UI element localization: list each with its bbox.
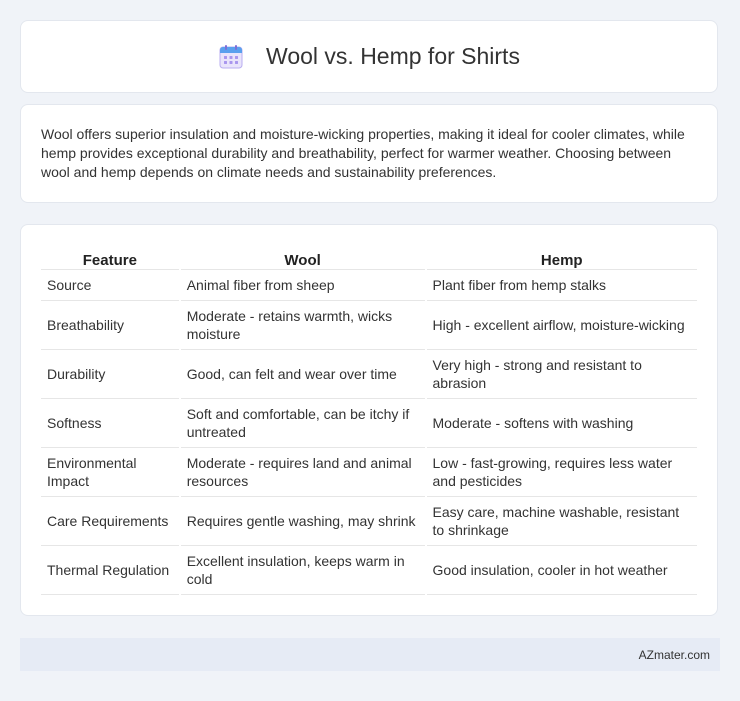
column-header-hemp: Hemp [426,245,697,270]
wool-cell: Soft and comfortable, can be itchy if untreated [180,399,426,448]
feature-cell: Source [41,270,180,301]
footer [20,638,720,671]
calendar-icon [218,44,244,70]
title-card [20,20,718,93]
comparison-table-card [20,224,718,616]
column-header-feature: Feature [41,245,180,270]
hemp-cell: Low - fast-growing, requires less water and pesticides [426,448,697,497]
comparison-table [41,245,697,595]
feature-cell: Environmental Impact [41,448,180,497]
feature-cell: Thermal Regulation [41,546,180,595]
table-row [41,301,697,350]
hemp-cell: Moderate - softens with washing [426,399,697,448]
feature-cell: Softness [41,399,180,448]
feature-cell: Durability [41,350,180,399]
wool-cell: Requires gentle washing, may shrink [180,497,426,546]
table-row [41,270,697,301]
wool-cell: Animal fiber from sheep [180,270,426,301]
table-row [41,448,697,497]
hemp-cell: High - excellent airflow, moisture-wicking [426,301,697,350]
hemp-cell: Plant fiber from hemp stalks [426,270,697,301]
wool-cell: Moderate - requires land and animal resources [180,448,426,497]
table-row [41,350,697,399]
hemp-cell: Easy care, machine washable, resistant to shrinkage [426,497,697,546]
table-row [41,546,697,595]
table-row [41,497,697,546]
hemp-cell: Very high - strong and resistant to abrasion [426,350,697,399]
footer-brand: AZmater.com [638,647,710,662]
summary-text: Wool offers superior insulation and moisture-wicking properties, making it ideal for cooler climates, while hemp provides exceptional durability and breathability, perfect for warmer weather. Choosing between wool and hemp depends on climate needs and sustainability preferences. [41,126,685,180]
feature-cell: Care Requirements [41,497,180,546]
table-row [41,399,697,448]
summary-card [20,104,718,203]
wool-cell: Excellent insulation, keeps warm in cold [180,546,426,595]
feature-cell: Breathability [41,301,180,350]
hemp-cell: Good insulation, cooler in hot weather [426,546,697,595]
page-title: Wool vs. Hemp for Shirts [266,43,520,69]
column-header-wool: Wool [180,245,426,270]
wool-cell: Moderate - retains warmth, wicks moisture [180,301,426,350]
table-header-row [41,245,697,270]
wool-cell: Good, can felt and wear over time [180,350,426,399]
